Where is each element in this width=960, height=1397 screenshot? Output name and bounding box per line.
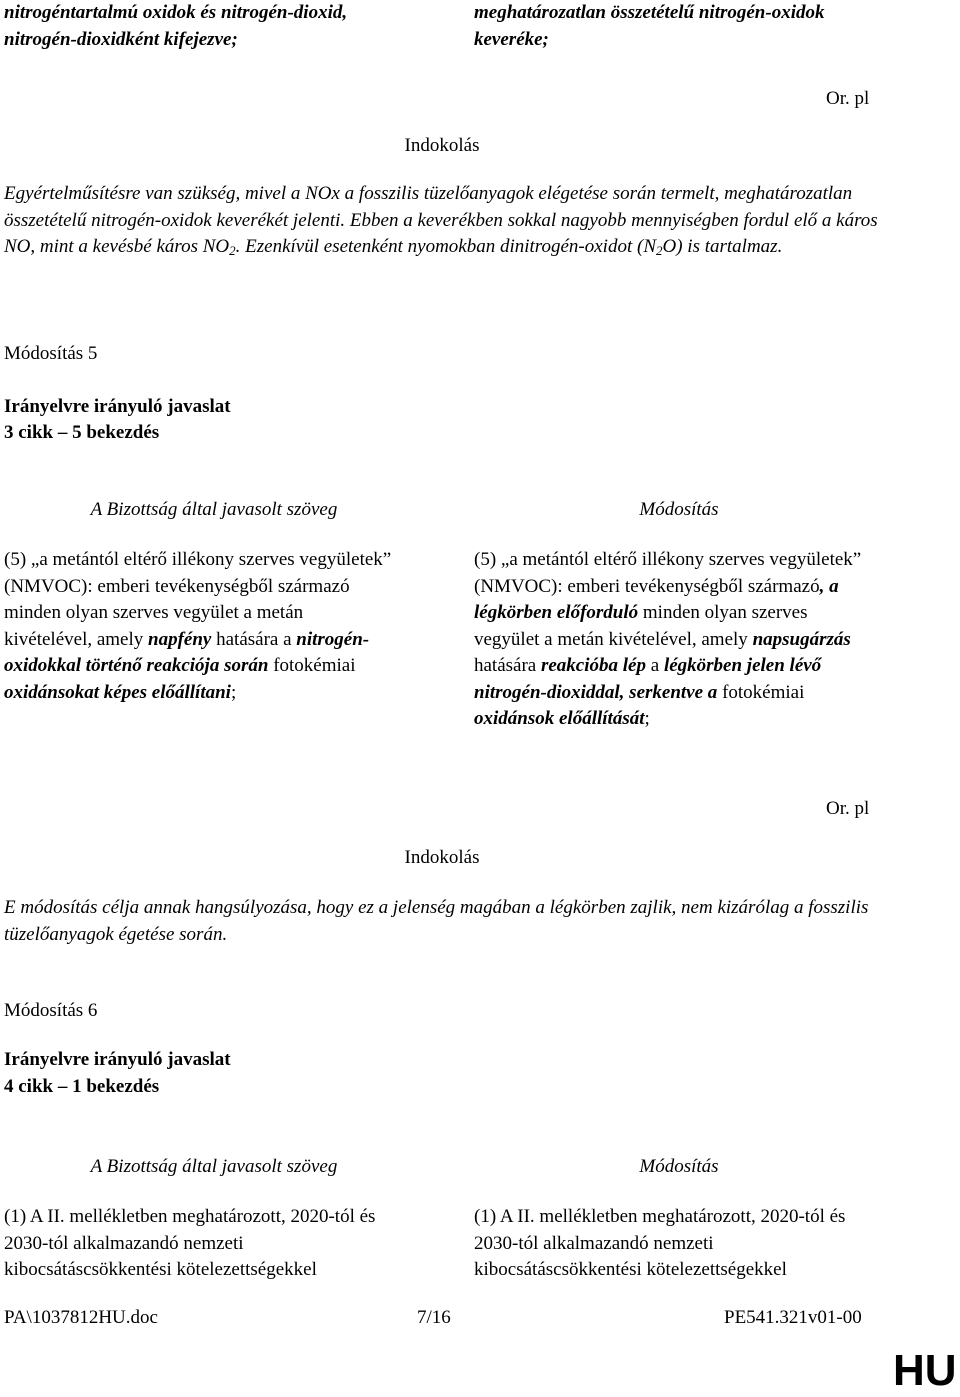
footer-page-number: 7/16 (417, 1307, 451, 1328)
footer-pe-reference: PE541.321v01-00 (724, 1307, 862, 1328)
top-left-cell: nitrogéntartalmú oxidok és nitrogén-dioxid, nitrogén-dioxidként kifejezve; (4, 2, 348, 50)
footer-doc-reference: PA\1037812HU.doc (4, 1307, 158, 1328)
proposal-label: Irányelvre irányuló javaslat (4, 396, 231, 417)
language-tag: Or. pl (826, 798, 870, 819)
proposal-label: Irányelvre irányuló javaslat (4, 1049, 231, 1070)
footer-language-code: HU (893, 1346, 957, 1395)
justification-text: Egyértelműsítésre van szükség, mivel a NOx a fosszilis tüzelőanyagok elégetése során termelt, meghatározatlan összetételű nitrogén-oxidok keverékét jelenti. Ebben a keverékben sokkal nagyobb mennyiségben fordul elő a káros NO, mint a kevésbé káros $NO_2$. Ezenkívül esetenként nyomokban dinitrogén-oxidot $(N_2O)$ is tartalmaz. (4, 183, 878, 258)
commission-text: (1) A II. mellékletben meghatározott, 2020-tól és 2030-tól alkalmazandó nemzeti kibocsátáscsökkentési kötelezettségekkel (4, 1206, 376, 1280)
amendment-heading: Módosítás (639, 499, 719, 520)
commission-text-heading: A Bizottság által javasolt szöveg (90, 499, 338, 520)
commission-text-heading: A Bizottság által javasolt szöveg (90, 1156, 338, 1177)
top-right-cell: meghatározatlan összetételű nitrogén-oxidok keveréke; (474, 2, 825, 50)
article-reference: 4 cikk – 1 bekezdés (4, 1076, 160, 1097)
amendment-title: Módosítás 6 (4, 1000, 98, 1021)
amendment-title: Módosítás 5 (4, 343, 98, 364)
amendment-text: (5) „a metántól eltérő illékony szerves vegyületek” (NMVOC): emberi tevékenységből származó, a légkörben előforduló minden olyan szerves vegyület a metán kivételével, amely napsugárzás hatására reakcióba lép a légkörben jelen lévő nitrogén-dioxiddal, serkentve a fotokémiai oxidánsok előállítását; (474, 549, 862, 729)
article-reference: 3 cikk – 5 bekezdés (4, 422, 160, 443)
justification-heading: Indokolás (404, 135, 480, 156)
amendment-heading: Módosítás (639, 1156, 719, 1177)
justification-text: E módosítás célja annak hangsúlyozása, hogy ez a jelenség magában a légkörben zajlik, nem kizárólag a fosszilis tüzelőanyagok égetése során. (4, 897, 869, 945)
justification-heading: Indokolás (404, 847, 480, 868)
amendment-text: (1) A II. mellékletben meghatározott, 2020-tól és 2030-tól alkalmazandó nemzeti kibocsátáscsökkentési kötelezettségekkel (474, 1206, 846, 1280)
language-tag: Or. pl (826, 88, 870, 109)
commission-text: (5) „a metántól eltérő illékony szerves vegyületek” (NMVOC): emberi tevékenységből származó minden olyan szerves vegyület a metán kivételével, amely napfény hatására a nitrogén-oxidokkal történő reakciója során fotokémiai oxidánsokat képes előállítani; (4, 549, 392, 703)
